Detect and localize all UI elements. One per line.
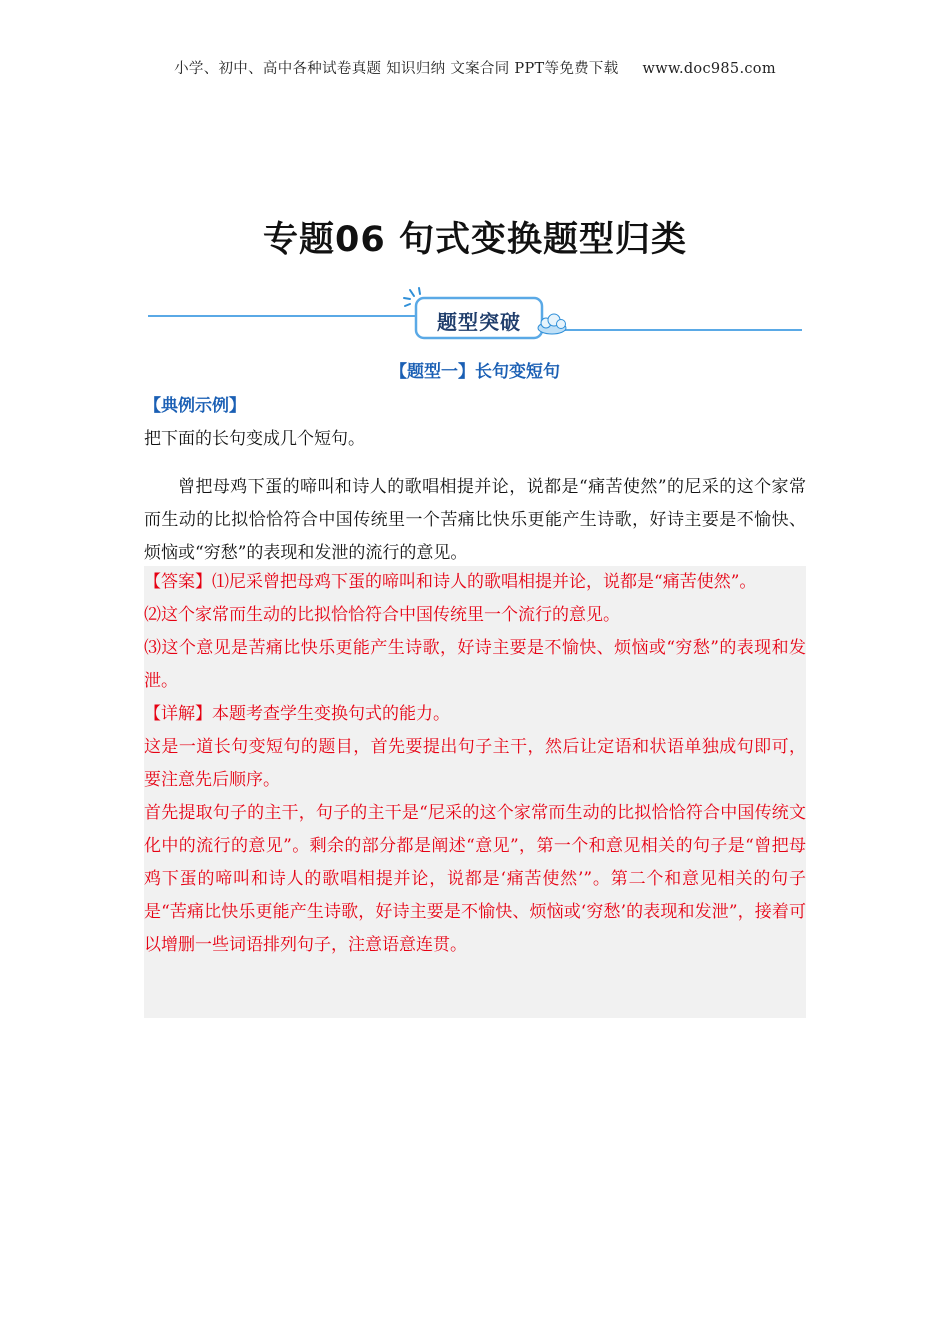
answer-item-2: ⑵这个家常而生动的比拟恰恰符合中国传统里一个流行的意见。 <box>144 605 620 625</box>
page-header <box>0 57 950 78</box>
instruction-text: 把下面的长句变成几个短句。 <box>144 429 365 449</box>
detail-label: 【详解】 <box>144 704 212 724</box>
section-banner <box>148 286 802 342</box>
header-url[interactable]: www.doc985.com <box>642 61 776 77</box>
detail-line-1-text: 本题考查学生变换句式的能力。 <box>212 704 450 724</box>
example-label: 【典例示例】 <box>144 396 246 416</box>
passage-text: 曾把母鸡下蛋的啼叫和诗人的歌唱相提并论，说都是“痛苦使然”的尼采的这个家常而生动的比拟恰恰符合中国传统里一个苦痛比快乐更能产生诗歌，好诗主要是不愉快、烦恼或“穷愁”的表现和发泄的流行的意见。 <box>144 477 806 563</box>
question-type-heading: 【题型一】长句变短句 <box>390 362 560 382</box>
answer-label: 【答案】 <box>144 572 212 592</box>
answer-item-3: ⑶这个意见是苦痛比快乐更能产生诗歌，好诗主要是不愉快、烦恼或“穷愁”的表现和发泄。 <box>144 638 806 691</box>
page-title: 专题06 句式变换题型归类 <box>263 220 687 260</box>
detail-line-1 <box>144 698 806 731</box>
answer-item-1-text: ⑴尼采曾把母鸡下蛋的啼叫和诗人的歌唱相提并论，说都是“痛苦使然”。 <box>212 572 757 592</box>
banner-label: 题型突破 <box>437 310 521 334</box>
detail-paragraph-3: 首先提取句子的主干，句子的主干是“尼采的这个家常而生动的比拟恰恰符合中国传统文化中的流行的意见”。剩余的部分都是阐述“意见”，第一个和意见相关的句子是“曾把母鸡下蛋的啼叫和诗人的歌唱相提并论，说都是‘痛苦使然’”。第二个和意见相关的句子是“苦痛比快乐更能产生诗歌，好诗主要是不愉快、烦恼或‘穷愁’的表现和发泄”，接着可以增删一些词语排列句子，注意语意连贯。 <box>144 803 806 955</box>
answer-explanation-box <box>144 566 806 1018</box>
detail-paragraph-2: 这是一道长句变短句的题目，首先要提出句子主干，然后让定语和状语单独成句即可，要注意先后顺序。 <box>144 737 806 790</box>
header-text: 小学、初中、高中各种试卷真题 知识归纳 文案合同 PPT等免费下载 <box>174 61 619 77</box>
answer-item-1 <box>144 566 806 599</box>
